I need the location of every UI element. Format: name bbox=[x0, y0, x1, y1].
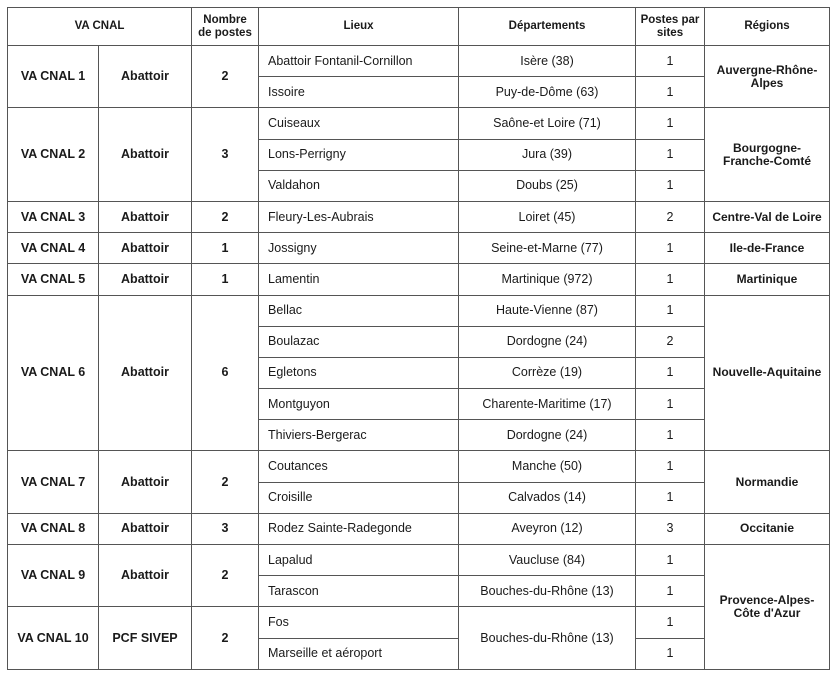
postes-par-site-cell: 3 bbox=[636, 513, 705, 544]
lieu-cell: Tarascon bbox=[259, 576, 459, 607]
departement-cell: Puy-de-Dôme (63) bbox=[459, 77, 636, 108]
site-type: Abattoir bbox=[99, 513, 192, 544]
postes-par-site-cell: 1 bbox=[636, 482, 705, 513]
lieu-cell: Boulazac bbox=[259, 326, 459, 357]
nombre-postes: 3 bbox=[192, 108, 259, 202]
site-type: Abattoir bbox=[99, 46, 192, 108]
lieu-cell: Lapalud bbox=[259, 545, 459, 576]
postes-par-site-cell: 1 bbox=[636, 576, 705, 607]
region-cell: Ile-de-France bbox=[705, 233, 830, 264]
va-cnal-code: VA CNAL 9 bbox=[8, 545, 99, 607]
departement-cell: Seine-et-Marne (77) bbox=[459, 233, 636, 264]
table-row bbox=[8, 233, 830, 264]
postes-par-site-cell: 1 bbox=[636, 170, 705, 201]
site-type: Abattoir bbox=[99, 295, 192, 451]
nombre-postes: 1 bbox=[192, 233, 259, 264]
departement-cell: Loiret (45) bbox=[459, 201, 636, 232]
header-postes-par-sites: Postes par sites bbox=[636, 8, 705, 46]
region-cell: Bourgogne-Franche-Comté bbox=[705, 108, 830, 202]
region-cell: Centre-Val de Loire bbox=[705, 201, 830, 232]
lieu-cell: Fleury-Les-Aubrais bbox=[259, 201, 459, 232]
nombre-postes: 1 bbox=[192, 264, 259, 295]
va-cnal-code: VA CNAL 10 bbox=[8, 607, 99, 669]
postes-par-site-cell: 1 bbox=[636, 233, 705, 264]
departement-cell: Martinique (972) bbox=[459, 264, 636, 295]
lieu-cell: Rodez Sainte-Radegonde bbox=[259, 513, 459, 544]
header-va-cnal: VA CNAL bbox=[8, 8, 192, 46]
departement-cell: Saône-et Loire (71) bbox=[459, 108, 636, 139]
departement-cell: Charente-Maritime (17) bbox=[459, 389, 636, 420]
nombre-postes: 2 bbox=[192, 545, 259, 607]
postes-par-site-cell: 1 bbox=[636, 357, 705, 388]
region-cell: Auvergne-Rhône-Alpes bbox=[705, 46, 830, 108]
table-row bbox=[8, 46, 830, 77]
postes-par-site-cell: 1 bbox=[636, 139, 705, 170]
departement-cell: Dordogne (24) bbox=[459, 420, 636, 451]
region-cell: Normandie bbox=[705, 451, 830, 513]
header-lieux: Lieux bbox=[259, 8, 459, 46]
site-type: Abattoir bbox=[99, 545, 192, 607]
departement-cell: Manche (50) bbox=[459, 451, 636, 482]
table-row bbox=[8, 513, 830, 544]
postes-par-site-cell: 1 bbox=[636, 545, 705, 576]
departement-cell: Bouches-du-Rhône (13) bbox=[459, 576, 636, 607]
lieu-cell: Thiviers-Bergerac bbox=[259, 420, 459, 451]
postes-par-site-cell: 1 bbox=[636, 607, 705, 638]
table-row bbox=[8, 201, 830, 232]
lieu-cell: Coutances bbox=[259, 451, 459, 482]
lieu-cell: Jossigny bbox=[259, 233, 459, 264]
postes-par-site-cell: 2 bbox=[636, 201, 705, 232]
departement-cell: Jura (39) bbox=[459, 139, 636, 170]
header-row bbox=[8, 8, 830, 46]
site-type: Abattoir bbox=[99, 201, 192, 232]
va-cnal-code: VA CNAL 3 bbox=[8, 201, 99, 232]
lieu-cell: Lons-Perrigny bbox=[259, 139, 459, 170]
lieu-cell: Egletons bbox=[259, 357, 459, 388]
postes-par-site-cell: 2 bbox=[636, 326, 705, 357]
postes-table bbox=[7, 7, 830, 670]
lieu-cell: Abattoir Fontanil-Cornillon bbox=[259, 46, 459, 77]
header-regions: Régions bbox=[705, 8, 830, 46]
departement-cell: Doubs (25) bbox=[459, 170, 636, 201]
postes-par-site-cell: 1 bbox=[636, 46, 705, 77]
table-row bbox=[8, 451, 830, 482]
departement-cell: Calvados (14) bbox=[459, 482, 636, 513]
nombre-postes: 2 bbox=[192, 46, 259, 108]
departement-cell: Corrèze (19) bbox=[459, 357, 636, 388]
postes-par-site-cell: 1 bbox=[636, 264, 705, 295]
site-type: PCF SIVEP bbox=[99, 607, 192, 669]
lieu-cell: Montguyon bbox=[259, 389, 459, 420]
table-row bbox=[8, 295, 830, 326]
header-departements: Départements bbox=[459, 8, 636, 46]
postes-par-site-cell: 1 bbox=[636, 420, 705, 451]
site-type: Abattoir bbox=[99, 451, 192, 513]
region-cell: Nouvelle-Aquitaine bbox=[705, 295, 830, 451]
region-cell: Provence-Alpes-Côte d'Azur bbox=[705, 545, 830, 670]
nombre-postes: 3 bbox=[192, 513, 259, 544]
postes-par-site-cell: 1 bbox=[636, 108, 705, 139]
nombre-postes: 6 bbox=[192, 295, 259, 451]
nombre-postes: 2 bbox=[192, 607, 259, 669]
table-row bbox=[8, 108, 830, 139]
site-type: Abattoir bbox=[99, 233, 192, 264]
lieu-cell: Croisille bbox=[259, 482, 459, 513]
nombre-postes: 2 bbox=[192, 201, 259, 232]
lieu-cell: Marseille et aéroport bbox=[259, 638, 459, 669]
lieu-cell: Cuiseaux bbox=[259, 108, 459, 139]
departement-cell: Vaucluse (84) bbox=[459, 545, 636, 576]
departement-cell: Isère (38) bbox=[459, 46, 636, 77]
va-cnal-code: VA CNAL 5 bbox=[8, 264, 99, 295]
lieu-cell: Issoire bbox=[259, 77, 459, 108]
postes-par-site-cell: 1 bbox=[636, 638, 705, 669]
lieu-cell: Bellac bbox=[259, 295, 459, 326]
postes-par-site-cell: 1 bbox=[636, 451, 705, 482]
departement-cell: Aveyron (12) bbox=[459, 513, 636, 544]
departement-cell: Dordogne (24) bbox=[459, 326, 636, 357]
postes-par-site-cell: 1 bbox=[636, 295, 705, 326]
departement-cell: Haute-Vienne (87) bbox=[459, 295, 636, 326]
va-cnal-code: VA CNAL 2 bbox=[8, 108, 99, 202]
table-row bbox=[8, 264, 830, 295]
lieu-cell: Lamentin bbox=[259, 264, 459, 295]
postes-par-site-cell: 1 bbox=[636, 77, 705, 108]
departement-cell: Bouches-du-Rhône (13) bbox=[459, 607, 636, 669]
site-type: Abattoir bbox=[99, 108, 192, 202]
nombre-postes: 2 bbox=[192, 451, 259, 513]
va-cnal-code: VA CNAL 6 bbox=[8, 295, 99, 451]
header-nombre-postes: Nombre de postes bbox=[192, 8, 259, 46]
postes-par-site-cell: 1 bbox=[636, 389, 705, 420]
region-cell: Martinique bbox=[705, 264, 830, 295]
va-cnal-code: VA CNAL 8 bbox=[8, 513, 99, 544]
table-row bbox=[8, 545, 830, 576]
va-cnal-code: VA CNAL 7 bbox=[8, 451, 99, 513]
va-cnal-code: VA CNAL 4 bbox=[8, 233, 99, 264]
site-type: Abattoir bbox=[99, 264, 192, 295]
lieu-cell: Fos bbox=[259, 607, 459, 638]
lieu-cell: Valdahon bbox=[259, 170, 459, 201]
region-cell: Occitanie bbox=[705, 513, 830, 544]
va-cnal-code: VA CNAL 1 bbox=[8, 46, 99, 108]
